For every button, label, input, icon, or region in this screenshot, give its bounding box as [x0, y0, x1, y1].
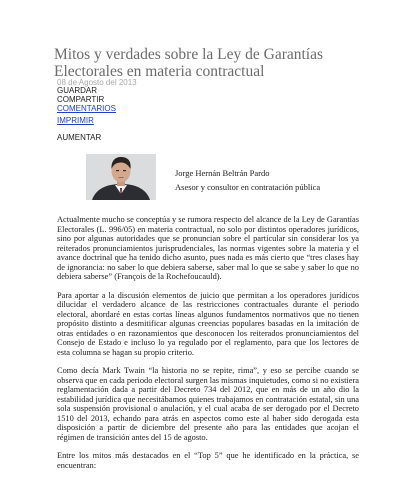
save-button[interactable]: GUARDAR [57, 86, 98, 95]
author-box [86, 154, 376, 200]
paragraph: Actualmente mucho se conceptúa y se rumora respecto del alcance de la Ley de Garantías Electorales (L. 996/05) en materia contractual, no solo por distintos operadores jurídicos, sino por algunas autoridades que se pronuncian sobre el particular sin considerar los ya reiterados pronunciamientos jurisprudenciales, las normas vigentes sobre la materia y el avance doctrinal que ha tenido dicho asunto, pues nada es más cierto que “tres clases hay de ignorancia: no saber lo que debiera saberse, saber mal lo que se sabe y saber lo que no debiera saberse” (François de la Rochefoucauld). [57, 215, 359, 281]
author-name: Jorge Hernán Beltrán Pardo [175, 168, 270, 178]
paragraph: Como decía Mark Twain “la historia no se repite, rima”, y eso se percibe cuando se observa que en cada periodo electoral surgen las mismas inquietudes, como si no existiera reglamentación dada a partir del Decreto 734 del 2012, que en más de un año dio la estabilidad jurídica que necesitábamos quienes trabajamos en contratación estatal, sin una sola suspensión provisional o anulación, y el cual acaba de ser derogado por el Decreto 1510 del 2013, echando para atrás en aspectos como este al haber sido derogada esta disposición a partir de diciembre del presente año para las entidades que acojan el régimen de transición antes del 15 de agosto. [57, 366, 359, 442]
paragraph: Para aportar a la discusión elementos de juicio que permitan a los operadores jurídicos dilucidar el verdadero alcance de las restricciones contractuales durante el periodo electoral, abordaré en estas cortas líneas algunos fundamentos normativos que no tienen propósito distinto a desmitificar algunas creencias populares basadas en la imitación de otras entidades o en razonamientos que desconocen los reiterados pronunciamientos del Consejo de Estado e incluso lo ya regulado por el reglamento, para que los lectores de esta columna se hagan su propio criterio. [57, 290, 359, 357]
comments-link[interactable]: COMENTARIOS [57, 104, 116, 113]
author-role: Asesor y consultor en contratación pública [175, 182, 321, 192]
author-portrait-icon [86, 154, 156, 200]
print-link[interactable]: IMPRIMIR [57, 116, 94, 125]
author-photo [86, 154, 156, 200]
article-title: Mitos y verdades sobre la Ley de Garantías Electorales en materia contractual [54, 46, 324, 80]
increase-font-button[interactable]: AUMENTAR [57, 133, 102, 142]
paragraph: Entre los mitos más destacados en el “Top 5” que he identificado en la práctica, se encuentran: [57, 451, 359, 470]
article-body [57, 215, 359, 479]
share-button[interactable]: COMPARTIR [57, 95, 105, 104]
article-date: 08 de Agosto del 2013 [57, 78, 137, 87]
